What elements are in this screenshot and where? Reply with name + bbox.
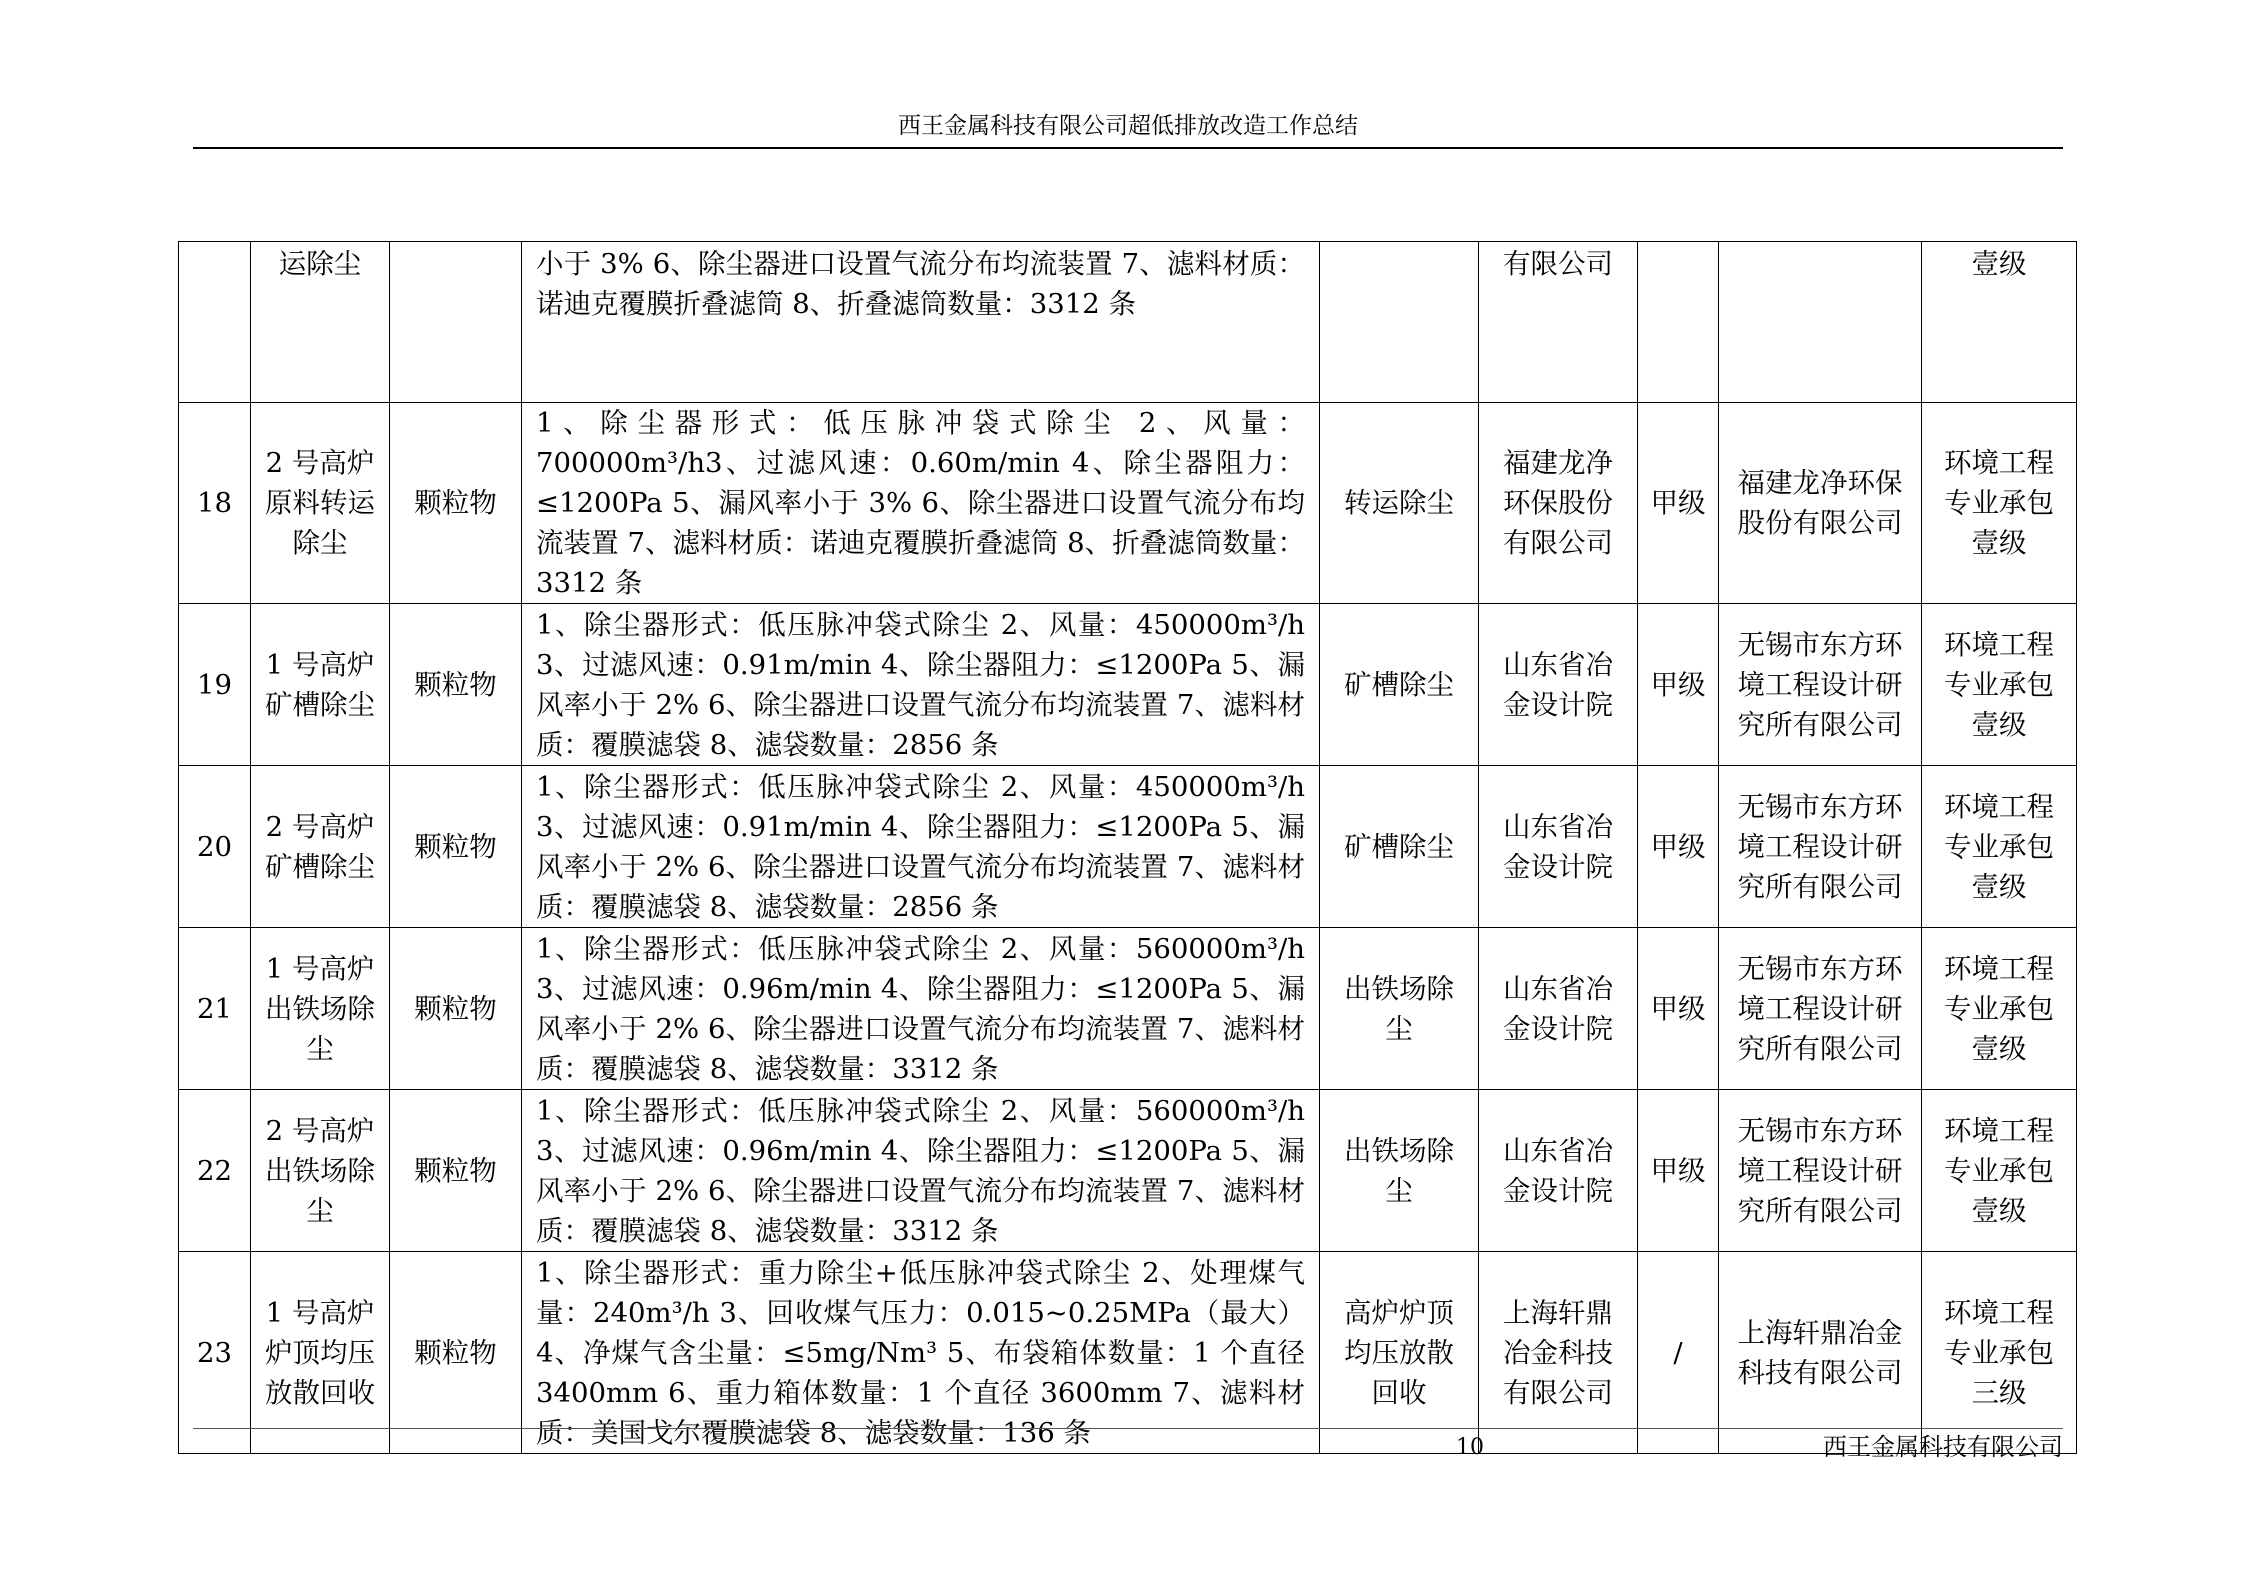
builder-grade-cell: 环境工程专业承包壹级 xyxy=(1922,766,2077,928)
technical-description-cell: 小于 3% 6、除尘器进口设置气流分布均流装置 7、滤料材质：诺迪克覆膜折叠滤筒 8、折叠滤筒数量：3312 条 xyxy=(522,242,1320,403)
process-cell: 转运除尘 xyxy=(1320,403,1479,604)
page-number: 10 xyxy=(1456,1435,1484,1460)
pollutant-cell: 颗粒物 xyxy=(390,928,522,1090)
builder-cell: 上海轩鼎冶金科技有限公司 xyxy=(1719,1252,1922,1454)
designer-cell: 山东省冶金设计院 xyxy=(1479,1090,1638,1252)
table-row xyxy=(179,928,2077,1090)
header-rule xyxy=(193,147,2063,149)
builder-grade-cell: 环境工程专业承包壹级 xyxy=(1922,403,2077,604)
process-cell: 出铁场除尘 xyxy=(1320,928,1479,1090)
builder-cell: 无锡市东方环境工程设计研究所有限公司 xyxy=(1719,766,1922,928)
table-row xyxy=(179,1252,2077,1454)
pollutant-cell: 颗粒物 xyxy=(390,1252,522,1454)
row-number-cell: 18 xyxy=(179,403,251,604)
design-grade-cell: 甲级 xyxy=(1638,928,1719,1090)
footer-company-name: 西王金属科技有限公司 xyxy=(1823,1433,2063,1461)
technical-description-cell: 1、除尘器形式：重力除尘+低压脉冲袋式除尘 2、处理煤气量：240m³/h 3、回收煤气压力：0.015~0.25MPa（最大）4、净煤气含尘量：≤5mg/Nm³ 5、布袋箱体数量：1 个直径 3400mm 6、重力箱体数量：1 个直径 3600mm 7、滤料材质：美国戈尔覆膜滤袋 8、滤袋数量：136 条 xyxy=(522,1252,1320,1454)
project-name-cell: 1 号高炉出铁场除尘 xyxy=(251,928,390,1090)
pollutant-cell: 颗粒物 xyxy=(390,403,522,604)
table-row xyxy=(179,403,2077,604)
technical-description-cell: 1、除尘器形式：低压脉冲袋式除尘 2、风量：450000m³/h 3、过滤风速：0.91m/min 4、除尘器阻力：≤1200Pa 5、漏风率小于 2% 6、除尘器进口设置气流分布均流装置 7、滤料材质：覆膜滤袋 8、滤袋数量：2856 条 xyxy=(522,604,1320,766)
builder-grade-cell: 环境工程专业承包三级 xyxy=(1922,1252,2077,1454)
project-name-cell: 1 号高炉矿槽除尘 xyxy=(251,604,390,766)
table-row xyxy=(179,242,2077,403)
process-cell: 矿槽除尘 xyxy=(1320,766,1479,928)
row-number-cell: 21 xyxy=(179,928,251,1090)
designer-cell: 山东省冶金设计院 xyxy=(1479,604,1638,766)
design-grade-cell: 甲级 xyxy=(1638,1090,1719,1252)
builder-cell: 无锡市东方环境工程设计研究所有限公司 xyxy=(1719,604,1922,766)
design-grade-cell: / xyxy=(1638,1252,1719,1454)
process-cell xyxy=(1320,242,1479,403)
design-grade-cell: 甲级 xyxy=(1638,604,1719,766)
table-row xyxy=(179,604,2077,766)
row-number-cell: 19 xyxy=(179,604,251,766)
row-number-cell: 22 xyxy=(179,1090,251,1252)
design-grade-cell: 甲级 xyxy=(1638,766,1719,928)
project-name-cell: 2 号高炉出铁场除尘 xyxy=(251,1090,390,1252)
row-number-cell xyxy=(179,242,251,403)
table-row xyxy=(179,1090,2077,1252)
designer-cell: 山东省冶金设计院 xyxy=(1479,928,1638,1090)
pollutant-cell xyxy=(390,242,522,403)
row-number-cell: 23 xyxy=(179,1252,251,1454)
row-number-cell: 20 xyxy=(179,766,251,928)
technical-description-cell: 1、除尘器形式：低压脉冲袋式除尘 2、风量：560000m³/h 3、过滤风速：0.96m/min 4、除尘器阻力：≤1200Pa 5、漏风率小于 2% 6、除尘器进口设置气流分布均流装置 7、滤料材质：覆膜滤袋 8、滤袋数量：3312 条 xyxy=(522,928,1320,1090)
design-grade-cell: 甲级 xyxy=(1638,403,1719,604)
designer-cell: 福建龙净环保股份有限公司 xyxy=(1479,403,1638,604)
project-name-cell: 2 号高炉原料转运除尘 xyxy=(251,403,390,604)
pollutant-cell: 颗粒物 xyxy=(390,1090,522,1252)
builder-grade-cell: 壹级 xyxy=(1922,242,2077,403)
builder-grade-cell: 环境工程专业承包壹级 xyxy=(1922,928,2077,1090)
project-name-cell: 1 号高炉炉顶均压放散回收 xyxy=(251,1252,390,1454)
footer-rule xyxy=(193,1428,2063,1429)
designer-cell: 山东省冶金设计院 xyxy=(1479,766,1638,928)
technical-description-cell: 1、除尘器形式：低压脉冲袋式除尘 2、风量：450000m³/h 3、过滤风速：0.91m/min 4、除尘器阻力：≤1200Pa 5、漏风率小于 2% 6、除尘器进口设置气流分布均流装置 7、滤料材质：覆膜滤袋 8、滤袋数量：2856 条 xyxy=(522,766,1320,928)
designer-cell: 上海轩鼎冶金科技有限公司 xyxy=(1479,1252,1638,1454)
pollutant-cell: 颗粒物 xyxy=(390,604,522,766)
table-row xyxy=(179,766,2077,928)
builder-cell: 无锡市东方环境工程设计研究所有限公司 xyxy=(1719,1090,1922,1252)
builder-grade-cell: 环境工程专业承包壹级 xyxy=(1922,1090,2077,1252)
design-grade-cell xyxy=(1638,242,1719,403)
builder-cell xyxy=(1719,242,1922,403)
pollutant-cell: 颗粒物 xyxy=(390,766,522,928)
technical-description-cell: 1、除尘器形式：低压脉冲袋式除尘 2、风量：560000m³/h 3、过滤风速：0.96m/min 4、除尘器阻力：≤1200Pa 5、漏风率小于 2% 6、除尘器进口设置气流分布均流装置 7、滤料材质：覆膜滤袋 8、滤袋数量：3312 条 xyxy=(522,1090,1320,1252)
builder-grade-cell: 环境工程专业承包壹级 xyxy=(1922,604,2077,766)
technical-description-cell: 1、除尘器形式：低压脉冲袋式除尘 2、风量：700000m³/h3、过滤风速：0.60m/min 4、除尘器阻力：≤1200Pa 5、漏风率小于 3% 6、除尘器进口设置气流分布均流装置 7、滤料材质：诺迪克覆膜折叠滤筒 8、折叠滤筒数量：3312 条 xyxy=(522,403,1320,604)
project-name-cell: 运除尘 xyxy=(251,242,390,403)
builder-cell: 福建龙净环保股份有限公司 xyxy=(1719,403,1922,604)
page-header-title: 西王金属科技有限公司超低排放改造工作总结 xyxy=(898,113,1358,139)
builder-cell: 无锡市东方环境工程设计研究所有限公司 xyxy=(1719,928,1922,1090)
designer-cell: 有限公司 xyxy=(1479,242,1638,403)
process-cell: 高炉炉顶均压放散回收 xyxy=(1320,1252,1479,1454)
project-name-cell: 2 号高炉矿槽除尘 xyxy=(251,766,390,928)
equipment-table xyxy=(178,241,2077,1454)
process-cell: 矿槽除尘 xyxy=(1320,604,1479,766)
process-cell: 出铁场除尘 xyxy=(1320,1090,1479,1252)
